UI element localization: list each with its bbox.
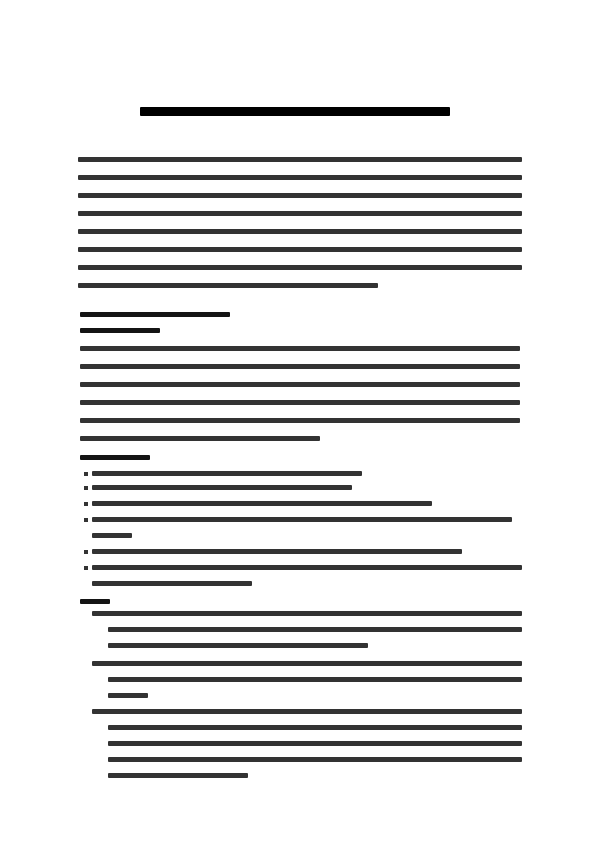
bullet-icon — [84, 486, 88, 490]
bullet-icon — [84, 472, 88, 476]
bullet-icon — [84, 566, 88, 570]
bullet-icon — [84, 550, 88, 554]
bullet-icon — [84, 518, 88, 522]
page-title — [0, 103, 595, 119]
bullet-icon — [84, 502, 88, 506]
